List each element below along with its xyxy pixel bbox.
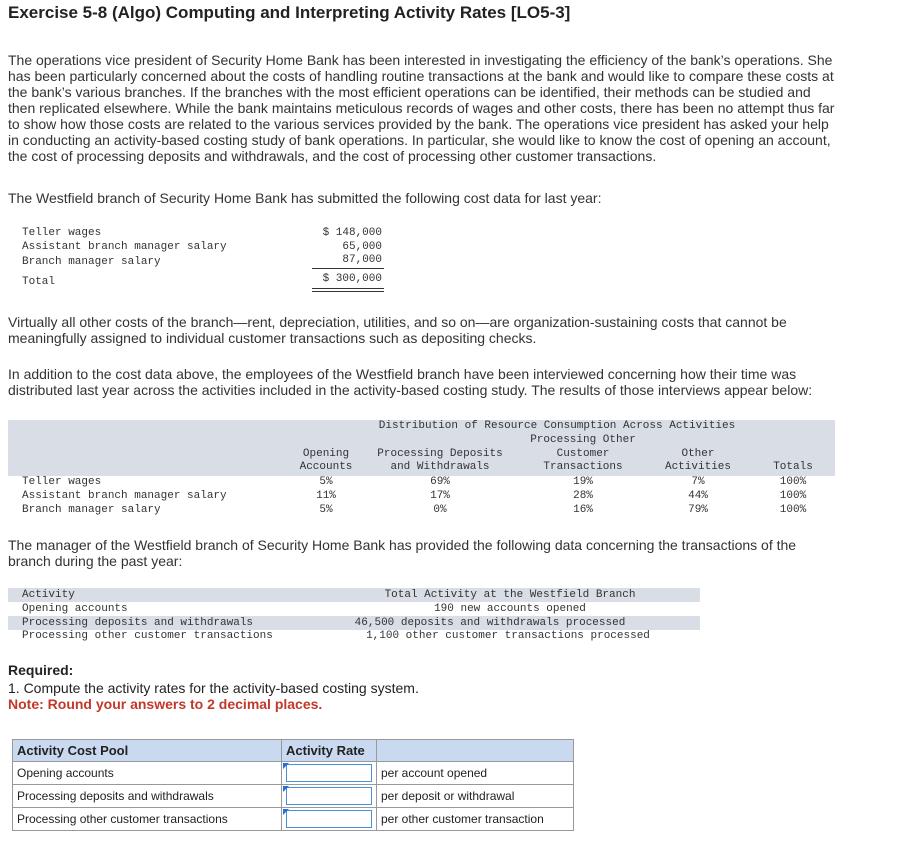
cell-opening: 11%: [316, 490, 336, 502]
cell-deposits: 17%: [430, 490, 450, 502]
table-row: [13, 785, 574, 808]
cost-total-label: Total: [22, 276, 56, 288]
required-question: 1. Compute the activity rates for the activity-based costing system.: [8, 680, 419, 696]
pool-label: Processing other customer transactions: [13, 808, 282, 831]
cost-label: Teller wages: [22, 227, 102, 239]
header-opening: Opening: [302, 448, 350, 460]
header-totals: Totals: [773, 461, 813, 473]
activity-label: Processing other customer transactions: [22, 630, 273, 642]
manager-line: The manager of the Westfield branch of Security Home Bank has provided the following data concerning the transactions of the: [8, 537, 797, 553]
cell-deposits: 69%: [430, 476, 450, 488]
required-label: Required:: [8, 662, 74, 678]
total-double-rule-2: [312, 291, 384, 292]
distribution-row-label: Branch manager salary: [22, 504, 161, 516]
distribution-title: Distribution of Resource Consumption Across Activities: [378, 420, 736, 432]
table-row: [13, 762, 574, 785]
cell-opening: 5%: [319, 476, 333, 488]
cost-value: $ 148,000: [322, 227, 382, 239]
answer-table-header: [13, 740, 574, 762]
deposits-withdrawals-rate-input[interactable]: [286, 787, 372, 805]
intro-line: then replicated elsewhere. While the bank maintains meticulous records of wages and other costs, there has been no attempt thus far: [8, 100, 835, 116]
rounding-note: Note: Round your answers to 2 decimal places.: [8, 696, 323, 712]
cell-other-activities: 79%: [688, 504, 708, 516]
table-row: [13, 808, 574, 831]
distribution-row-label: Teller wages: [22, 476, 102, 488]
header-other-transactions: Transactions: [543, 461, 623, 473]
manager-paragraph: [8, 537, 796, 569]
cost-intro-text: The Westfield branch of Security Home Bank has submitted the following cost data for last year:: [8, 190, 602, 206]
cell-other-transactions: 16%: [573, 504, 593, 516]
activity-total: 46,500 deposits and withdrawals processed: [354, 617, 626, 629]
distribution-row-label: Assistant branch manager salary: [22, 490, 227, 502]
header-other-activities: Activities: [664, 461, 731, 473]
pool-label: Opening accounts: [13, 762, 282, 785]
rate-unit: per account opened: [377, 762, 574, 785]
other-transactions-rate-input[interactable]: [286, 810, 372, 828]
virtual-line: Virtually all other costs of the branch—rent, depreciation, utilities, and so on—are organization-sustaining costs that cannot be: [8, 314, 787, 330]
intro-line: the bank’s various branches. If the branches with the most efficient operations can be identified, their methods can be studied and: [8, 84, 811, 100]
cell-total: 100%: [779, 490, 807, 502]
manager-line: branch during the past year:: [8, 553, 183, 569]
cell-other-activities: 44%: [688, 490, 708, 502]
subtotal-rule: [312, 268, 384, 269]
cell-opening: 5%: [319, 504, 333, 516]
addition-line: distributed last year across the activities included in the activity-based costing study. The results of those interviews appear below:: [8, 382, 813, 398]
input-marker-icon: [283, 786, 289, 792]
rate-cell: [282, 762, 377, 785]
total-double-rule-1: [312, 288, 384, 289]
pool-label: Processing deposits and withdrawals: [13, 785, 282, 808]
intro-paragraph: [8, 52, 834, 164]
activity-label: Opening accounts: [22, 603, 128, 615]
cost-total-value: $ 300,000: [322, 273, 382, 285]
addition-line: In addition to the cost data above, the employees of the Westfield branch have been interviewed concerning how their time was: [8, 366, 797, 382]
cost-value: 87,000: [342, 254, 382, 266]
intro-line: the cost of processing deposits and withdrawals, and the cost of processing other customer transactions.: [8, 148, 657, 164]
cell-deposits: 0%: [433, 504, 447, 516]
input-marker-icon: [283, 809, 289, 815]
cell-total: 100%: [779, 504, 807, 516]
total-activity-header: Total Activity at the Westfield Branch: [384, 589, 636, 601]
intro-line: in conducting an activity-based costing study of bank operations. In particular, she would like to know the cost of opening an account,: [8, 132, 831, 148]
header-opening: Accounts: [299, 461, 353, 473]
intro-line: The operations vice president of Security Home Bank has been interested in investigating the efficiency of the bank’s operations. She: [8, 52, 833, 68]
cost-label: Branch manager salary: [22, 256, 161, 268]
col-blank: [377, 740, 574, 762]
rate-cell: [282, 808, 377, 831]
answer-table: [12, 739, 574, 831]
input-marker-icon: [283, 763, 289, 769]
opening-accounts-rate-input[interactable]: [286, 764, 372, 782]
activity-total: 1,100 other customer transactions processed: [366, 630, 650, 642]
activity-header: Activity: [22, 589, 75, 601]
cost-label: Assistant branch manager salary: [22, 241, 227, 253]
header-other-transactions: Processing Other: [530, 434, 636, 446]
cell-total: 100%: [779, 476, 807, 488]
header-other-transactions: Customer: [556, 448, 610, 460]
intro-line: has been particularly concerned about the costs of handling routine transactions at the bank and would like to compare these costs at: [8, 68, 834, 84]
virtual-line: meaningfully assigned to individual customer transactions such as depositing checks.: [8, 330, 537, 346]
header-deposits: Processing Deposits: [377, 448, 503, 460]
activity-label: Processing deposits and withdrawals: [22, 617, 254, 629]
activity-total: 190 new accounts opened: [434, 603, 586, 615]
exercise-title: Exercise 5-8 (Algo) Computing and Interpreting Activity Rates [LO5-3]: [8, 3, 571, 22]
cell-other-activities: 7%: [691, 476, 705, 488]
intro-line: to show how those costs are related to the various services provided by the bank. The operations vice president has asked your help: [8, 116, 829, 132]
addition-paragraph: [8, 366, 812, 398]
rate-cell: [282, 785, 377, 808]
header-deposits: and Withdrawals: [390, 461, 490, 473]
col-activity-cost-pool: Activity Cost Pool: [13, 740, 282, 762]
rate-unit: per deposit or withdrawal: [377, 785, 574, 808]
cell-other-transactions: 19%: [573, 476, 593, 488]
rate-unit: per other customer transaction: [377, 808, 574, 831]
virtual-costs-paragraph: [8, 314, 787, 346]
header-other-activities: Other: [681, 448, 715, 460]
cost-value: 65,000: [342, 241, 382, 253]
col-activity-rate: Activity Rate: [282, 740, 377, 762]
cell-other-transactions: 28%: [573, 490, 593, 502]
